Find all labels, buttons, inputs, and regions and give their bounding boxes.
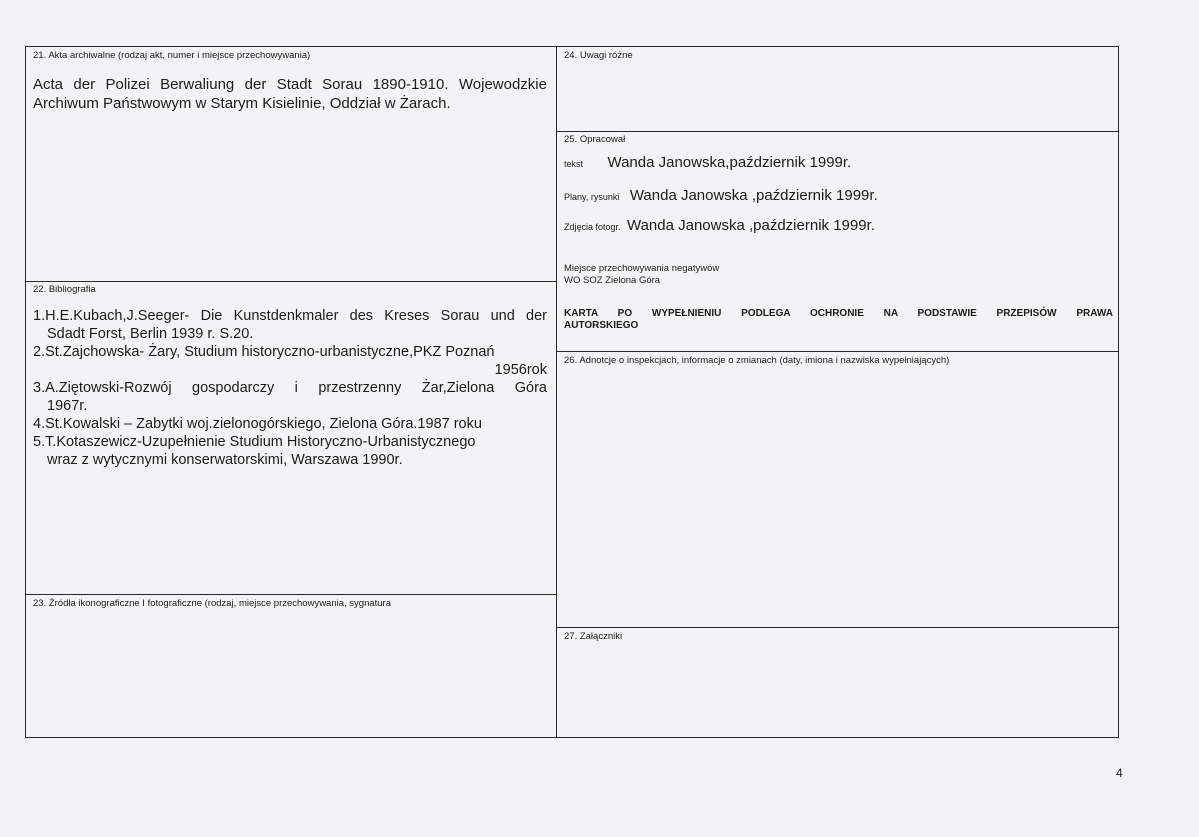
bibliography-item-5-line-1: 5.T.Kotaszewicz-Uzupełnienie Studium Historyczno-Urbanistycznego xyxy=(33,434,476,450)
miejsce-label: Miejsce przechowywania negatywów xyxy=(564,263,720,274)
bibliography-list xyxy=(33,307,547,469)
bibliography-item-4-line-1: 4.St.Kowalski – Zabytki woj.zielonogórskiego, Zielona Góra.1987 roku xyxy=(33,416,482,432)
divider-25-26 xyxy=(556,351,1119,352)
copyright-notice-line-1: KARTA PO WYPEŁNIENIU PODLEGA OCHRONIE NA PODSTAWIE PRZEPISÓW PRAWA xyxy=(564,308,1113,319)
zdjecia-value: Wanda Janowska ,październik 1999r. xyxy=(626,217,875,234)
section-21-label: 21. Akta archiwalne (rodzaj akt, numer i miejsce przechowywania) xyxy=(33,50,311,61)
bibliography-item-5-line-2: wraz z wytycznymi konserwatorskimi, Warszawa 1990r. xyxy=(47,452,403,468)
divider-24-25 xyxy=(556,131,1119,132)
section-21-line-1: Acta der Polizei Berwaliung der Stadt Sorau 1890-1910. Wojewodzkie xyxy=(33,76,547,93)
section-26-label: 26. Adnotcje o inspekcjach, informacje o zmianach (daty, imiona i nazwiska wypełniających) xyxy=(564,355,950,366)
tekst-label: tekst xyxy=(564,159,584,169)
plany-label: Plany, rysunki xyxy=(564,192,620,202)
column-divider xyxy=(556,46,557,738)
bibliography-item-1-line-2: Sdadt Forst, Berlin 1939 r. S.20. xyxy=(47,326,254,342)
copyright-notice xyxy=(564,308,1113,332)
bibliography-item-2-line-2: 1956rok xyxy=(494,362,547,378)
section-25-label: 25. Opracował xyxy=(564,134,626,145)
plany-value: Wanda Janowska ,październik 1999r. xyxy=(629,187,878,204)
zdjecia-label: Zdjęcia fotogr. xyxy=(564,222,621,232)
section-24-label: 24. Uwagi różne xyxy=(564,50,633,61)
miejsce-value: WO SOZ Zielona Góra xyxy=(564,275,661,286)
section-23-label: 23. Źródła ikonograficzne I fotograficzne (rodzaj, miejsce przechowywania, sygnatura xyxy=(33,598,392,609)
section-21-line-2: Archiwum Państwowym w Starym Kisielinie, Oddział w Żarach. xyxy=(33,95,451,112)
divider-21-22 xyxy=(25,281,556,282)
tekst-value: Wanda Janowska,październik 1999r. xyxy=(607,154,852,171)
page-number: 4 xyxy=(1116,766,1123,780)
divider-22-23 xyxy=(25,594,556,595)
divider-26-27 xyxy=(556,627,1119,628)
section-21-content xyxy=(33,75,547,113)
tekst-row xyxy=(564,154,851,172)
section-22-label: 22. Bibliografia xyxy=(33,284,96,295)
bibliography-item-3-line-2: 1967r. xyxy=(47,398,88,414)
bibliography-item-2-line-1: 2.St.Zajchowska- Żary, Studium historyczno-urbanistyczne,PKZ Poznań xyxy=(33,344,495,360)
bibliography-item-1-line-1: 1.H.E.Kubach,J.Seeger- Die Kunstdenkmaler des Kreses Sorau und der xyxy=(33,308,547,324)
copyright-notice-line-2: AUTORSKIEGO xyxy=(564,320,639,331)
zdjecia-row xyxy=(564,217,875,235)
section-27-label: 27. Załączniki xyxy=(564,631,623,642)
bibliography-item-3-line-1: 3.A.Ziętowski-Rozwój gospodarczy i przestrzenny Żar,Zielona Góra xyxy=(33,380,547,396)
plany-row xyxy=(564,187,878,205)
